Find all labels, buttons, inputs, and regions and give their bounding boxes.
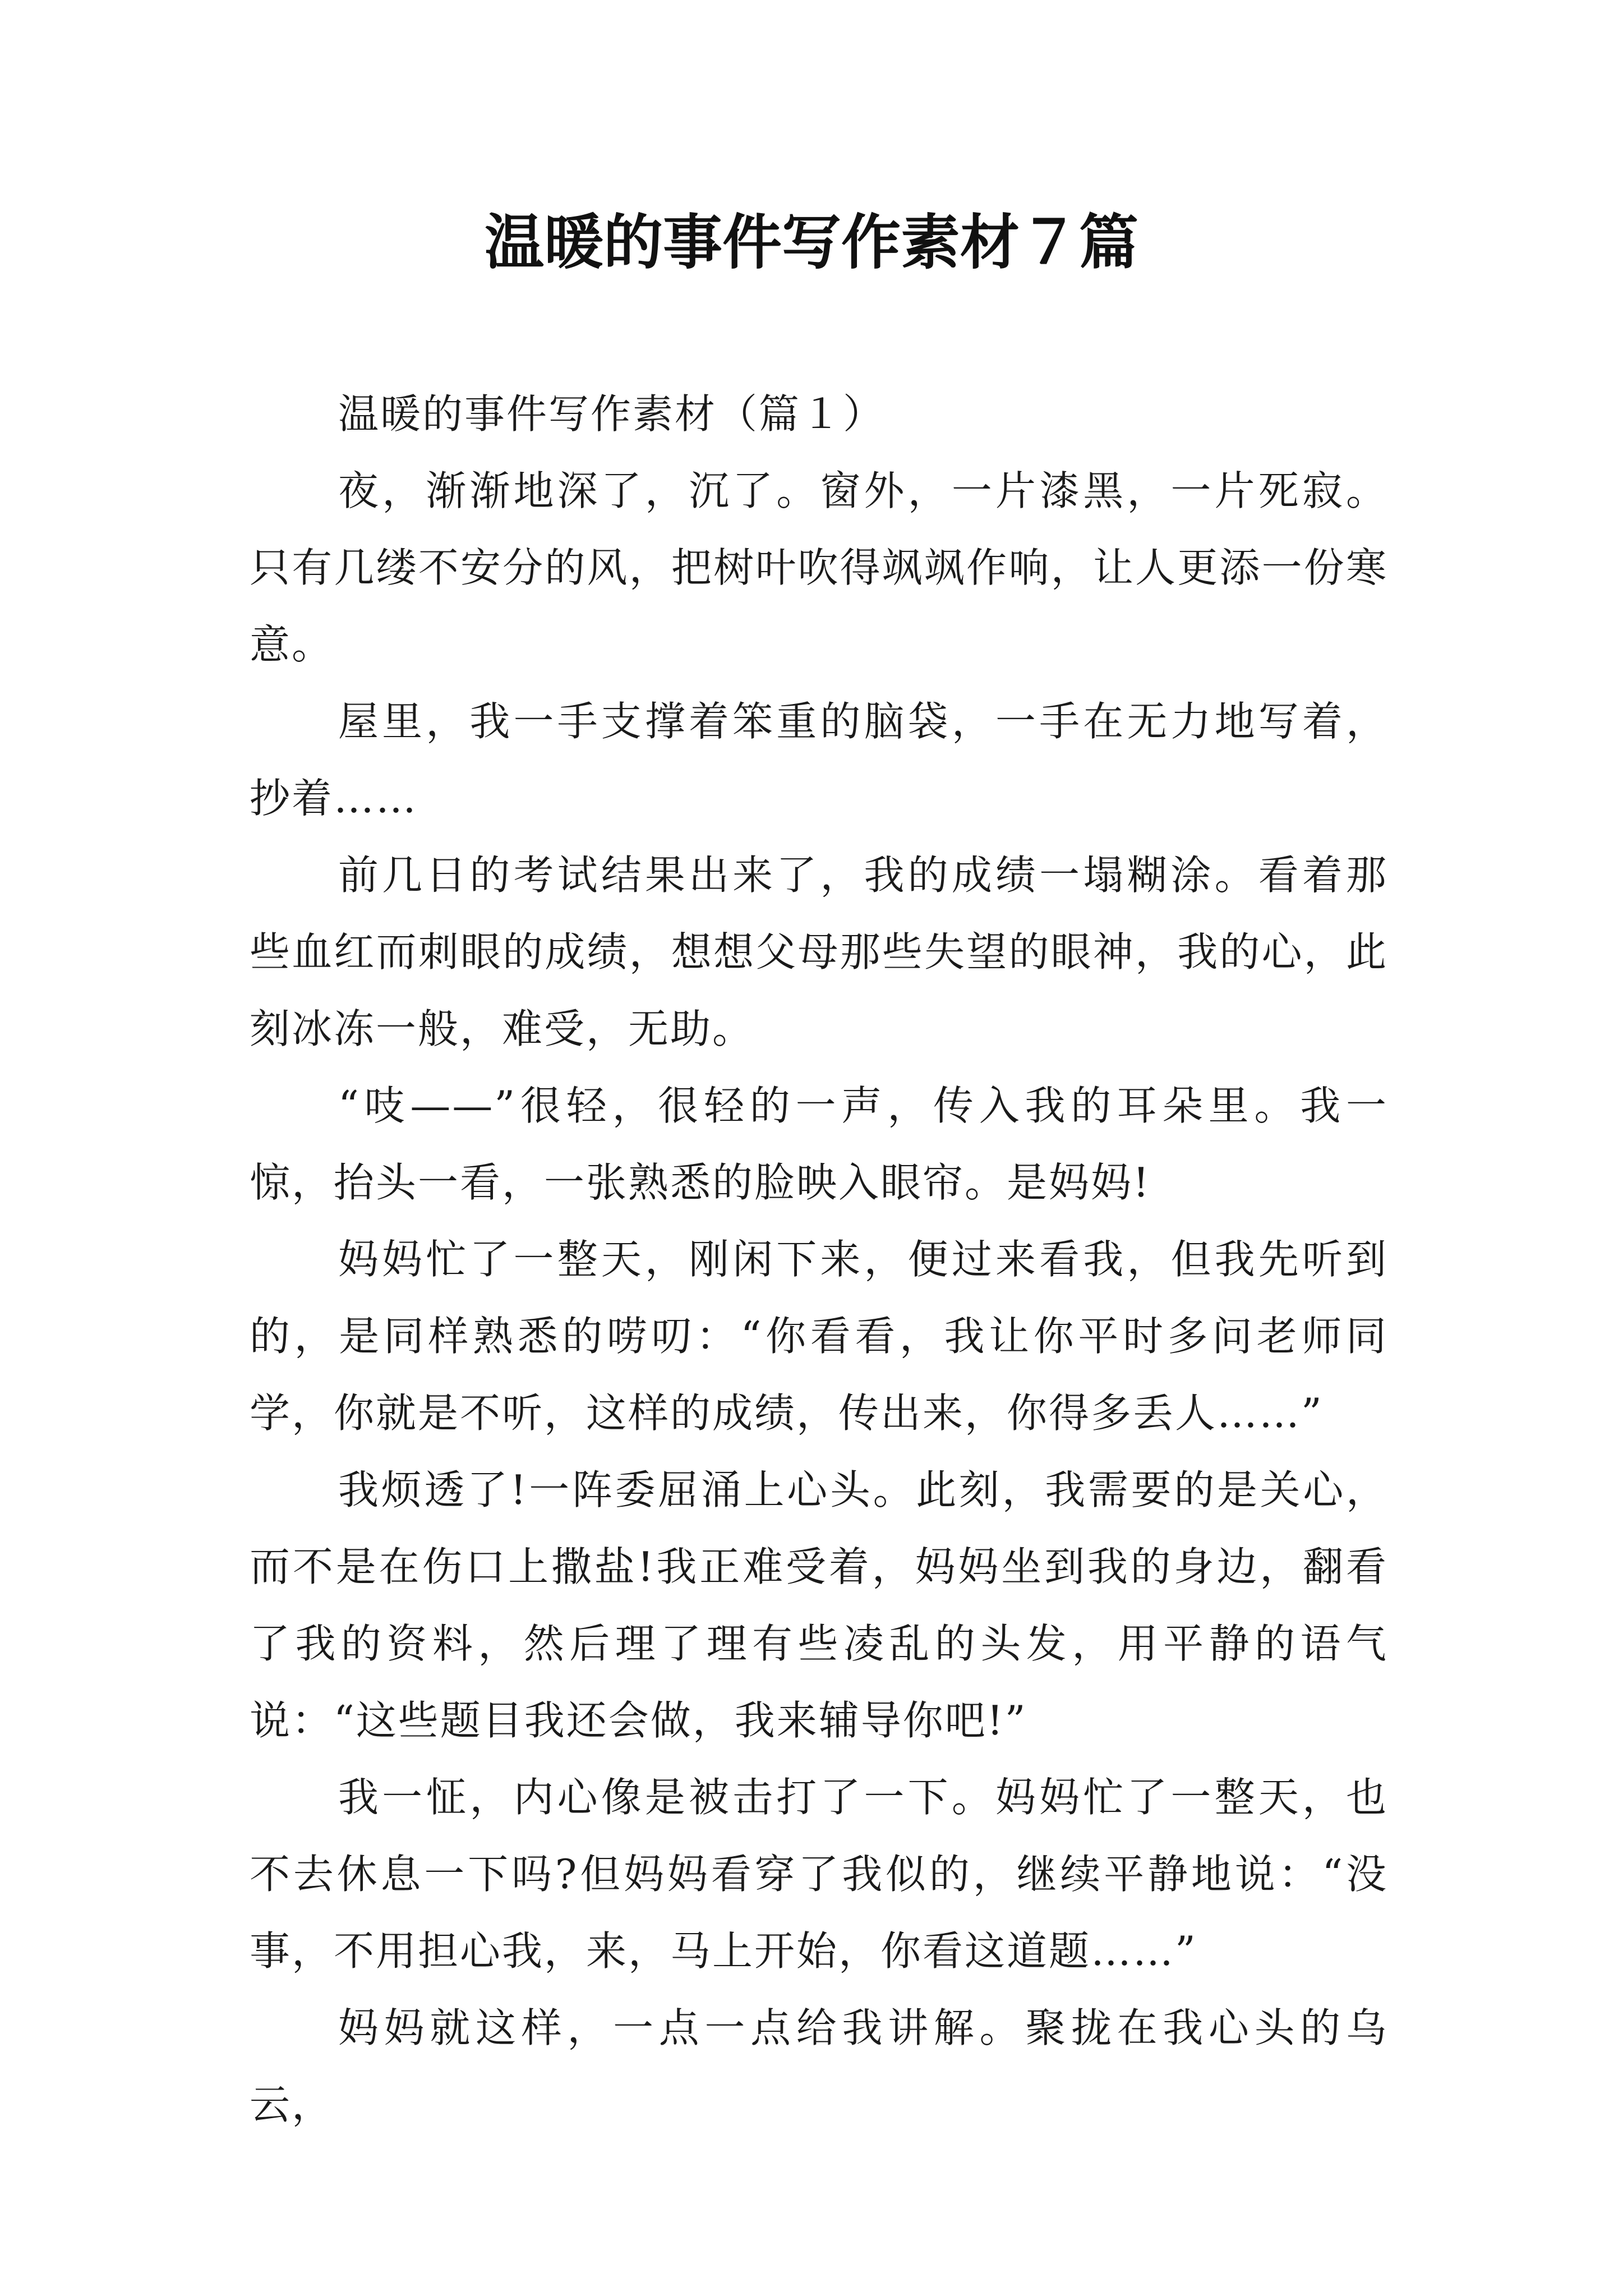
paragraph: 妈妈就这样，一点一点给我讲解。聚拢在我心头的乌云， — [250, 2004, 1388, 2128]
document-title: 温暖的事件写作素材７篇 — [485, 207, 1138, 277]
paragraph: 我烦透了!一阵委屈涌上心头。此刻，我需要的是关心，而不是在伤口上撒盐!我正难受着，妈妈坐到我的身边，翻看了我的资料，然后理了理有些凌乱的头发，用平静的语气说：“这些题目我还会做，我来辅导你吧!” — [250, 1466, 1388, 1744]
paragraph: 前几日的考试结果出来了，我的成绩一塌糊涂。看着那些血红而刺眼的成绩，想想父母那些失望的眼神，我的心，此刻冰冻一般，难受，无助。 — [250, 852, 1388, 1052]
document-body — [250, 376, 1388, 2143]
paragraph: 夜，渐渐地深了，沉了。窗外，一片漆黑，一片死寂。只有几缕不安分的风，把树叶吹得飒飒作响，让人更添一份寒意。 — [250, 467, 1388, 668]
paragraph: 屋里，我一手支撑着笨重的脑袋，一手在无力地写着，抄着…… — [250, 698, 1388, 822]
paragraph: 我一怔，内心像是被击打了一下。妈妈忙了一整天，也不去休息一下吗?但妈妈看穿了我似的，继续平静地说：“没事，不用担心我，来，马上开始，你看这道题……” — [250, 1774, 1388, 1975]
paragraph: “吱——”很轻，很轻的一声，传入我的耳朵里。我一惊，抬头一看，一张熟悉的脸映入眼帘。是妈妈! — [250, 1082, 1388, 1206]
paragraph: 妈妈忙了一整天，刚闲下来，便过来看我，但我先听到的，是同样熟悉的唠叨：“你看看，我让你平时多问老师同学，你就是不听，这样的成绩，传出来，你得多丢人……” — [250, 1236, 1388, 1437]
section-heading: 温暖的事件写作素材（篇１） — [338, 390, 886, 438]
